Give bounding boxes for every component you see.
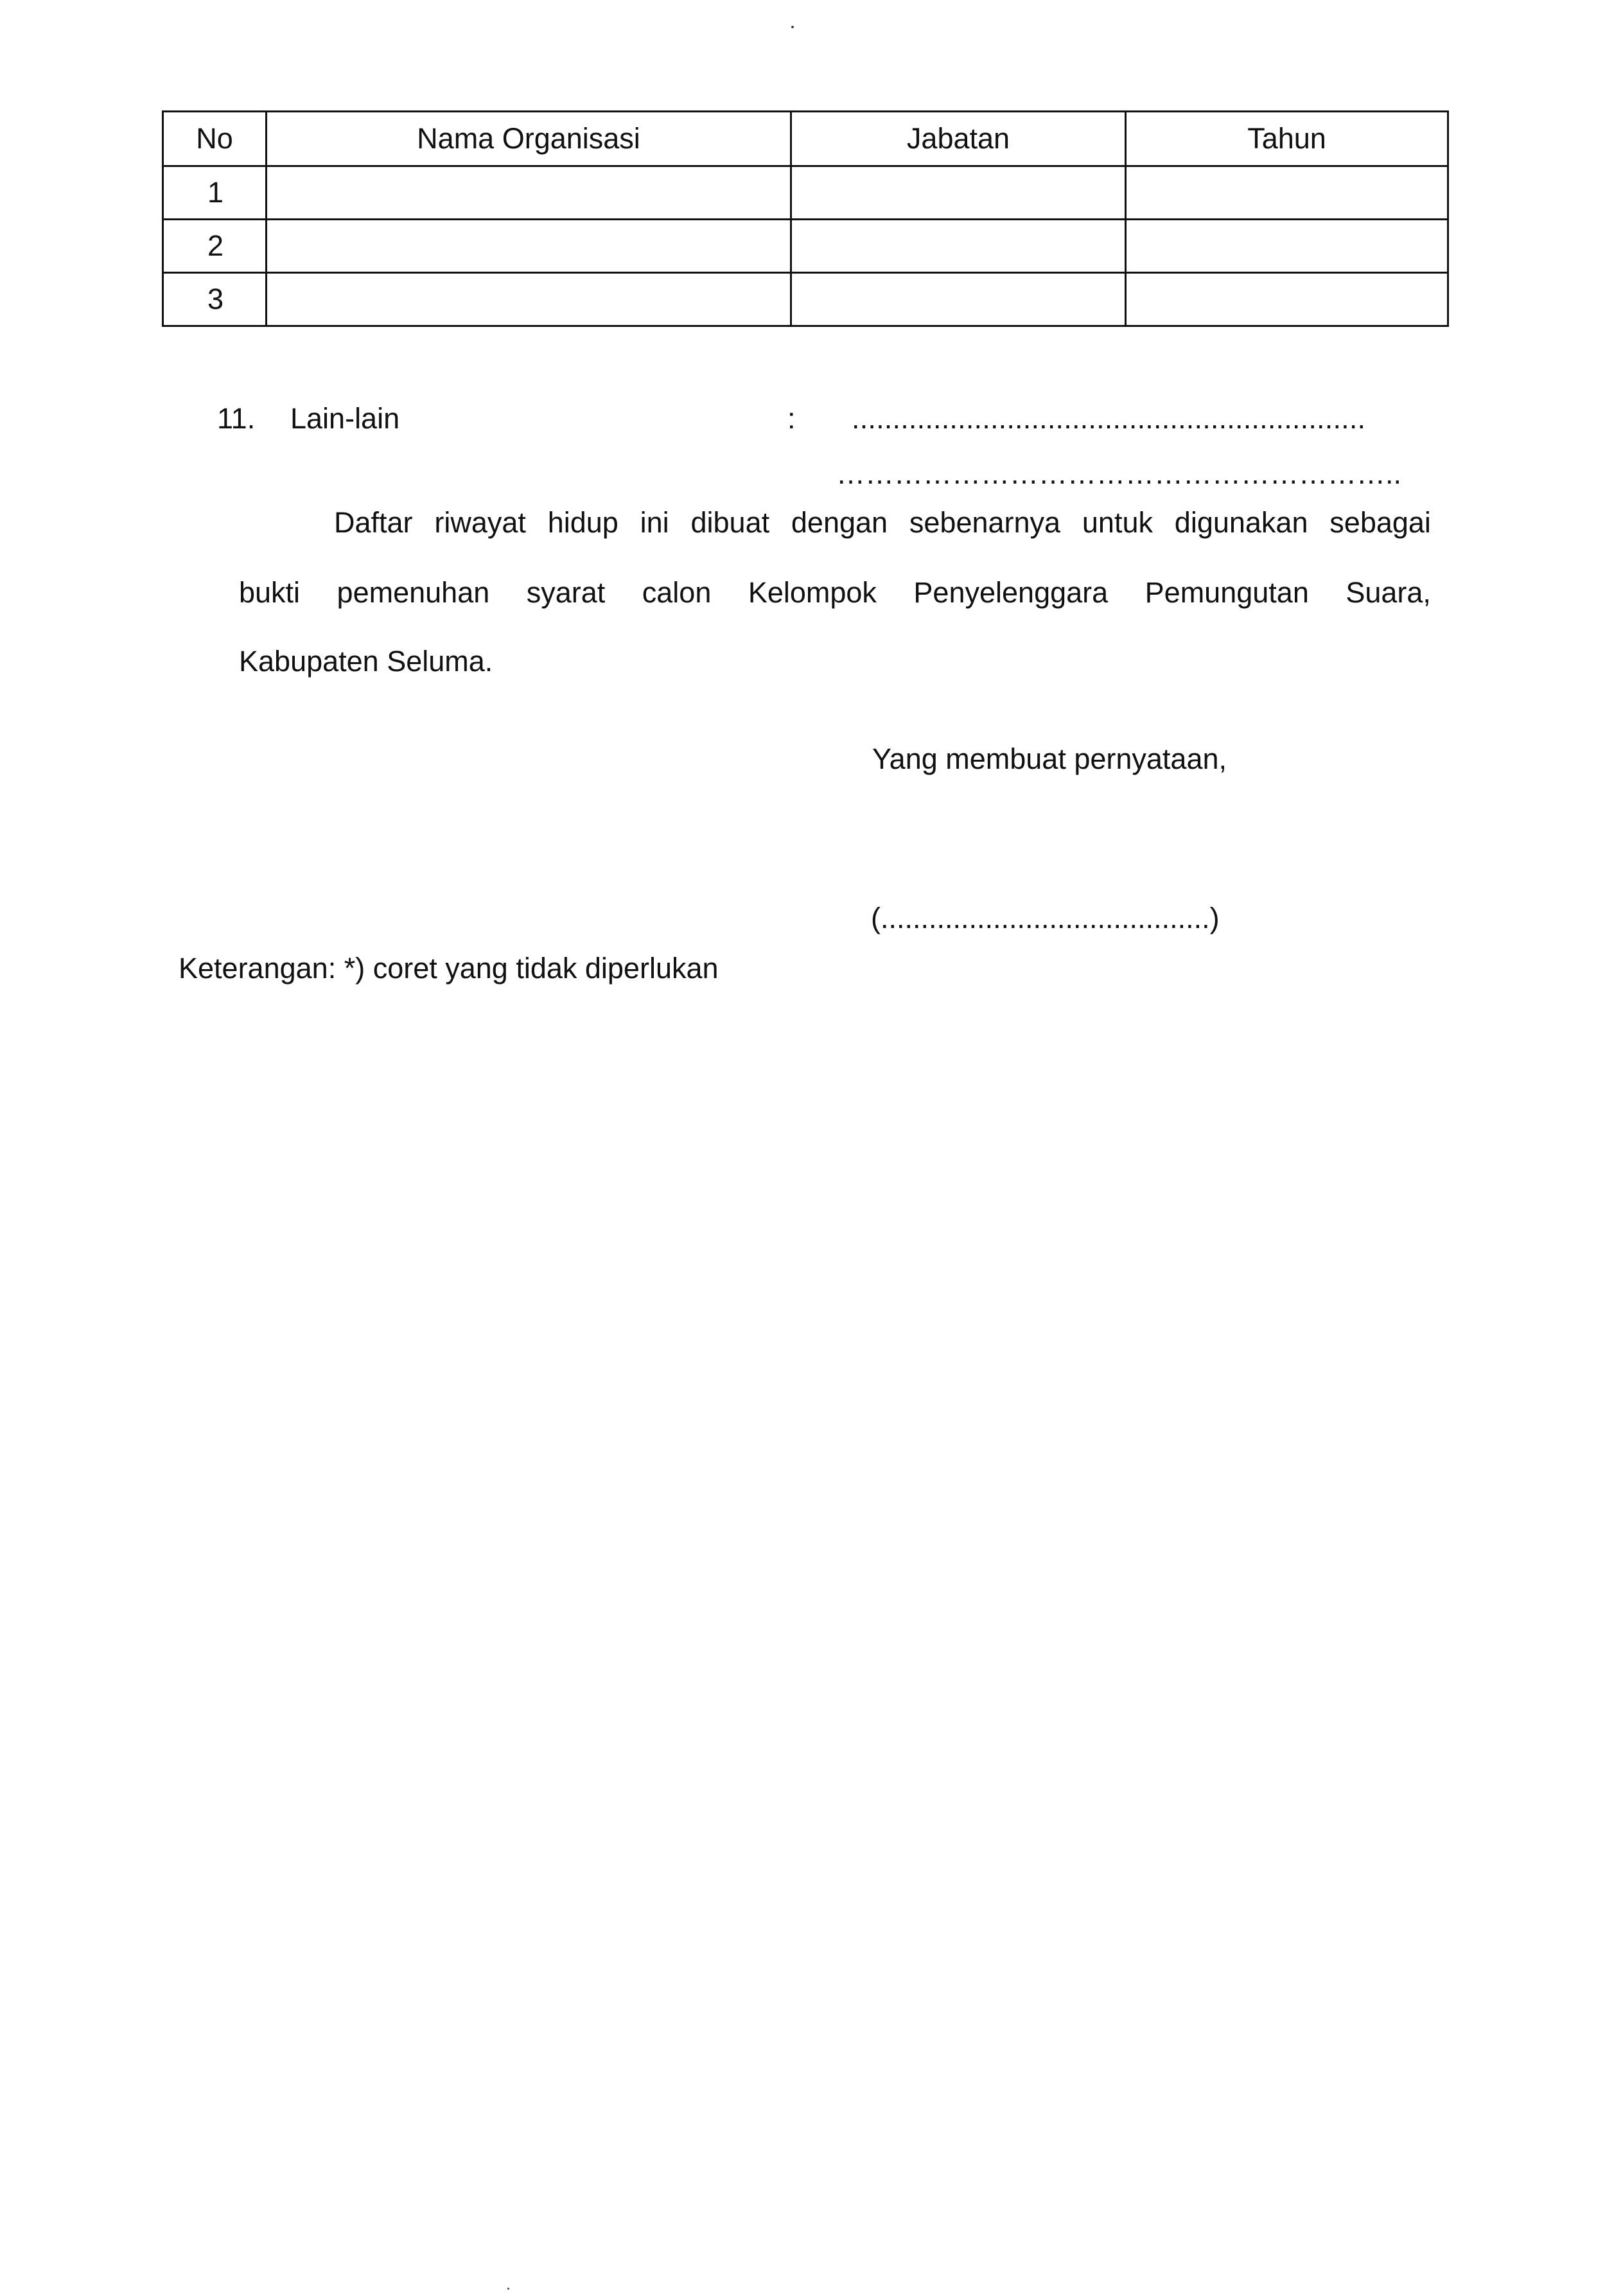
row-number: 1 <box>163 166 267 220</box>
statement-word: untuk <box>1082 506 1153 539</box>
statement-word: sebagai <box>1329 506 1431 539</box>
organization-table <box>162 110 1449 327</box>
statement-word: calon <box>642 576 712 609</box>
statement-word: syarat <box>526 576 606 609</box>
statement-word: dengan <box>791 506 888 539</box>
row-number: 3 <box>163 273 267 326</box>
statement-word: sebenarnya <box>909 506 1061 539</box>
statement-word: Penyelenggara <box>913 576 1109 609</box>
statement-word: riwayat <box>434 506 526 539</box>
tahun-cell <box>1126 273 1448 326</box>
statement-word: ini <box>640 506 669 539</box>
row-number: 2 <box>163 220 267 273</box>
tahun-cell <box>1126 166 1448 220</box>
table-row <box>163 273 1448 326</box>
statement-word: Pemungutan <box>1145 576 1309 609</box>
scan-speck <box>791 26 794 28</box>
item-number: 11. <box>217 402 256 435</box>
table-header-row <box>163 112 1448 166</box>
jabatan-cell <box>791 166 1126 220</box>
signature-title: Yang membuat pernyataan, <box>872 742 1227 775</box>
statement-word: Suara, <box>1346 576 1431 609</box>
table-row <box>163 220 1448 273</box>
jabatan-cell <box>791 273 1126 326</box>
statement-word: bukti <box>239 576 301 609</box>
statement-word: Daftar <box>334 506 413 539</box>
nama-organisasi-cell <box>267 273 791 326</box>
statement-line-3: Kabupaten Seluma. <box>239 645 493 678</box>
signature-name-placeholder: (.........................................) <box>871 902 1220 934</box>
footnote-keterangan: Keterangan: *) coret yang tidak diperlukan <box>179 952 719 985</box>
jabatan-cell <box>791 220 1126 273</box>
item-colon: : <box>787 402 796 435</box>
nama-organisasi-cell <box>267 220 791 273</box>
statement-line-1 <box>334 504 1431 542</box>
statement-word: digunakan <box>1174 506 1308 539</box>
item-label: Lain-lain <box>290 402 400 435</box>
nama-organisasi-cell <box>267 166 791 220</box>
tahun-cell <box>1126 220 1448 273</box>
header-nama-organisasi: Nama Organisasi <box>267 112 791 166</box>
header-no: No <box>163 112 267 166</box>
statement-word: Kelompok <box>748 576 877 609</box>
header-tahun: Tahun <box>1126 112 1448 166</box>
statement-word: dibuat <box>690 506 770 539</box>
statement-word: hidup <box>547 506 618 539</box>
table-row <box>163 166 1448 220</box>
item-fill-line: ............................................................... <box>852 402 1366 435</box>
statement-line-2 <box>239 574 1431 612</box>
scan-speck <box>507 2288 509 2290</box>
header-jabatan: Jabatan <box>791 112 1126 166</box>
item-fill-line: ………………………………………………….. <box>836 457 1402 490</box>
statement-word: pemenuhan <box>337 576 490 609</box>
